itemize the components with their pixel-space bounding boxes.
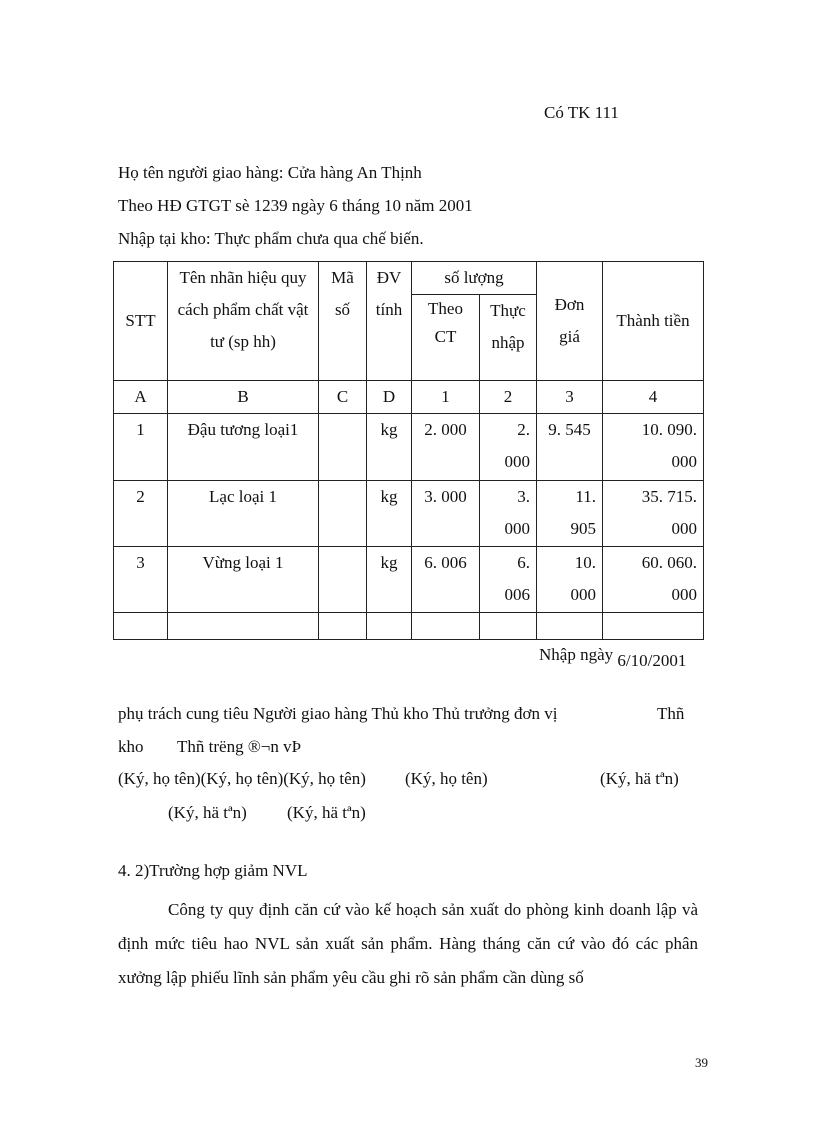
row-amount: 60. 060. 000 [603, 547, 704, 613]
row-unit: kg [367, 481, 412, 547]
warehouse-line: Nhập tại kho: Thực phẩm chưa qua chế biến. [118, 229, 424, 248]
code-cell: C [319, 381, 367, 414]
row-code [319, 547, 367, 613]
row-item-name: Vừng loại 1 [168, 547, 319, 613]
signature-sign-note: (Ký, hä tªn) [600, 769, 679, 788]
signature-sign-note: (Ký, hä tªn) [287, 803, 366, 822]
empty-row [114, 613, 704, 640]
row-unit-price: 10. 000 [537, 547, 603, 613]
header-quantity: số lượng [412, 262, 537, 295]
code-cell: 4 [603, 381, 704, 414]
header-item-name: Tên nhãn hiệu quy cách phẩm chất vật tư (sp hh) [168, 262, 319, 381]
receipt-date [539, 645, 687, 670]
header-unit: ĐV tính [367, 262, 412, 381]
code-cell: D [367, 381, 412, 414]
section-paragraph: Công ty quy định căn cứ vào kế hoạch sản xuất do phòng kinh doanh lập và định mức tiêu hao NVL sản xuất sản phẩm. Hàng tháng căn cứ vào đó các phân xưởng lập phiếu lĩnh sản phẩm yêu cầu ghi rõ sản phẩm cần dùng số [118, 900, 698, 987]
signature-sign-note: (Ký, họ tên) [405, 769, 488, 788]
row-per-document: 2. 000 [412, 414, 480, 481]
code-cell: A [114, 381, 168, 414]
signature-titles-line2: kho [118, 737, 144, 756]
header-actual-received: Thực nhập [480, 295, 537, 381]
header-stt: STT [114, 262, 168, 381]
code-cell: 3 [537, 381, 603, 414]
code-cell: 2 [480, 381, 537, 414]
row-stt: 1 [114, 414, 168, 481]
row-amount: 35. 715. 000 [603, 481, 704, 547]
code-cell: B [168, 381, 319, 414]
signature-titles-line1: phụ trách cung tiêu Người giao hàng Thủ kho Thủ trưởng đơn vị [118, 704, 558, 723]
table-row [114, 414, 704, 481]
row-per-document: 6. 006 [412, 547, 480, 613]
row-stt: 2 [114, 481, 168, 547]
header-code: Mã số [319, 262, 367, 381]
row-actual-received: 3. 000 [480, 481, 537, 547]
row-code [319, 414, 367, 481]
row-stt: 3 [114, 547, 168, 613]
receipt-date-value: 6/10/2001 [617, 651, 687, 670]
signature-titles-line2-right: Thñ trëng ®¬n vÞ [177, 737, 302, 756]
table-row [114, 481, 704, 547]
signature-sign-notes: (Ký, họ tên)(Ký, họ tên)(Ký, họ tên) [118, 769, 366, 788]
row-item-name: Lạc loại 1 [168, 481, 319, 547]
invoice-line: Theo HĐ GTGT sè 1239 ngày 6 tháng 10 năm 2001 [118, 196, 473, 215]
deliverer-line: Họ tên người giao hàng: Cửa hàng An Thịnh [118, 163, 422, 182]
header-amount: Thành tiền [603, 262, 704, 381]
code-cell: 1 [412, 381, 480, 414]
receipt-table [113, 261, 704, 640]
row-unit-price: 11. 905 [537, 481, 603, 547]
receipt-date-label: Nhập ngày [539, 645, 614, 664]
signature-sign-note: (Ký, hä tªn) [168, 803, 247, 822]
table-row [114, 547, 704, 613]
section-title: 4. 2)Trường hợp giảm NVL [118, 861, 308, 880]
credit-account-label: Có TK 111 [544, 103, 619, 122]
header-unit-price: Đơn giá [537, 262, 603, 381]
code-row [114, 381, 704, 414]
row-item-name: Đậu tương loại1 [168, 414, 319, 481]
row-actual-received: 2. 000 [480, 414, 537, 481]
header-per-document: Theo CT [412, 295, 480, 381]
row-unit: kg [367, 414, 412, 481]
row-code [319, 481, 367, 547]
row-unit-price: 9. 545 [537, 414, 603, 481]
page-number: 39 [695, 1055, 708, 1070]
row-actual-received: 6. 006 [480, 547, 537, 613]
row-amount: 10. 090. 000 [603, 414, 704, 481]
row-unit: kg [367, 547, 412, 613]
row-per-document: 3. 000 [412, 481, 480, 547]
signature-titles-line1-right: Thñ [657, 704, 685, 723]
